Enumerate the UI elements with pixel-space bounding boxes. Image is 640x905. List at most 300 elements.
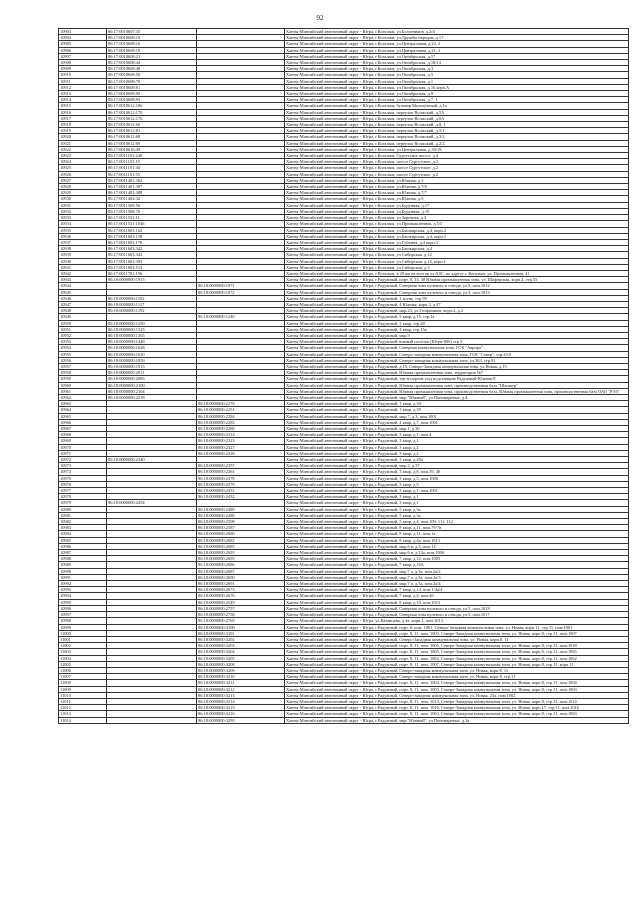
row-number-cell: 10945 bbox=[59, 289, 107, 295]
address-cell: Ханты-Мансийский автономный округ - Югра, г.Когалым, ул.Октябрьская, д.7, 1 bbox=[285, 97, 629, 103]
cadastral-number-cell: 86:17:0011508:56 bbox=[107, 202, 197, 208]
row-number-cell: 10977 bbox=[59, 488, 107, 494]
row-number-cell: 11006 bbox=[59, 667, 107, 673]
address-cell: Ханты-Мансийский автономный округ - Югра, г.Радужный, д.15, Северо-Западная коммунальная зона, ул.Новая, д.15 bbox=[285, 363, 629, 369]
room-cadastral-number-cell: 86:18:0000000:3205 bbox=[197, 655, 285, 661]
address-cell: Ханты-Мансийский автономный округ - Югра, г.Радужный, Северная зона нулевого и отвода, ул.5, пом.1013 bbox=[285, 289, 629, 295]
cadastral-number-cell: 86:18:0000000:1628 bbox=[107, 345, 197, 351]
room-cadastral-number-cell: 86:18:0000000:2757 bbox=[197, 605, 285, 611]
row-number-cell: 11013 bbox=[59, 711, 107, 717]
room-cadastral-number-cell: 86:18:0000000:3215 bbox=[197, 705, 285, 711]
address-cell: Ханты-Мансийский автономный округ - Югра, г.Радужный, 1 квар, д.30 bbox=[285, 401, 629, 407]
row-number-cell: 10948 bbox=[59, 308, 107, 314]
row-number-cell: 10989 bbox=[59, 562, 107, 568]
row-number-cell: 10906 bbox=[59, 47, 107, 53]
cadastral-number-cell: 86:18:0000000:2104 bbox=[107, 388, 197, 394]
row-number-cell: 10955 bbox=[59, 351, 107, 357]
address-cell: Ханты-Мансийский автономный округ - Югра, г.Радужный, 5 квар, д.3а bbox=[285, 512, 629, 518]
address-cell: Ханты-Мансийский автономный округ - Югра, г.Когалым, ул.Губкина, д.4 корп.1 bbox=[285, 239, 629, 245]
cadastral-number-cell: 86:18:0000000:1448 bbox=[107, 339, 197, 345]
address-cell: Ханты-Мансийский автономный округ - Югра, г.Когалым, переулок Волжский, д.3/2 bbox=[285, 134, 629, 140]
address-cell: Ханты-Мансийский автономный округ - Югра, г.Когалым, ул.Башкирская, д.4, корп.1 bbox=[285, 233, 629, 239]
room-cadastral-number-cell: 86:18:0000000:2251 bbox=[197, 407, 285, 413]
row-number-cell: 10974 bbox=[59, 469, 107, 475]
row-number-cell: 10938 bbox=[59, 246, 107, 252]
cadastral-number-cell: 86:17:0011603:162 bbox=[107, 227, 197, 233]
row-number-cell: 10960 bbox=[59, 382, 107, 388]
cadastral-number-cell: 86:17:0011402:32 bbox=[107, 196, 197, 202]
address-cell: Ханты-Мансийский автономный округ - Югра, г.Радужный, Южная промышленная зона, территория №7 bbox=[285, 370, 629, 376]
room-cadastral-number-cell: 86:18:0000000:3203 bbox=[197, 643, 285, 649]
cadastral-number-cell: 86:17:0011701:156 bbox=[107, 270, 197, 276]
address-cell: Ханты-Мансийский автономный округ - Югра, г.Радужный, порт. 8, пом. 1001, Северо-Западная коммунальная зона, ул. Новая, корп.11, стр.11, пом.1001 bbox=[285, 624, 629, 630]
row-number-cell: 10968 bbox=[59, 432, 107, 438]
room-cadastral-number-cell: 86:18:0000000:3202 bbox=[197, 636, 285, 642]
row-number-cell: 10978 bbox=[59, 494, 107, 500]
address-cell: Ханты-Мансийский автономный округ - Югра, г.Когалым, в 20 км на восток от АЗС, по адресу г. Когалым, ул. Промышленная, 41 bbox=[285, 270, 629, 276]
address-cell: Ханты-Мансийский автономный округ - Югра, г.Когалым, ул.Болотников, д.2/4 bbox=[285, 29, 629, 35]
row-number-cell: 10966 bbox=[59, 419, 107, 425]
row-number-cell: 10997 bbox=[59, 612, 107, 618]
row-number-cell: 10949 bbox=[59, 314, 107, 320]
cadastral-number-cell: 86:17:0010612:176 bbox=[107, 115, 197, 121]
cadastral-number-cell: 86:17:0010608:21 bbox=[107, 53, 197, 59]
address-cell: Ханты-Мансийский автономный округ - Югра, г.Когалым, ул.Башкирская, д.4, корп.2 bbox=[285, 227, 629, 233]
address-cell: Ханты-Мансийский автономный округ - Югра, г.Когалым, переулок Волжский, д.8А bbox=[285, 115, 629, 121]
row-number-cell: 10998 bbox=[59, 618, 107, 624]
address-cell: Ханты-Мансийский автономный округ - Югра, г.Радужный, 3 квар, д.28а bbox=[285, 457, 629, 463]
row-number-cell: 10971 bbox=[59, 450, 107, 456]
cadastral-number-cell: 86:17:0010608:16 bbox=[107, 41, 197, 47]
cadastral-number-cell: 86:18:0000000:2218 bbox=[107, 394, 197, 400]
cadastral-number-cell bbox=[107, 717, 197, 723]
address-cell: Ханты-Мансийский автономный округ - Югра, г.Радужный, 7 квар, д.4, пом.4б bbox=[285, 593, 629, 599]
address-cell: Ханты-Мансийский автономный округ - Югра, г.Радужный, 7 квар, д.16А bbox=[285, 562, 629, 568]
cadastral-number-cell: 86:17:0011531:11 bbox=[107, 215, 197, 221]
row-number-cell: 10961 bbox=[59, 388, 107, 394]
address-cell: Ханты-Мансийский автономный округ - Югра, г.Радужный, 8 квар, д.11, пом.7б-7в bbox=[285, 525, 629, 531]
row-number-cell: 10915 bbox=[59, 103, 107, 109]
address-cell: Ханты-Мансийский автономный округ - Югра, г.Когалым, переулок Волжский, д.2/2 bbox=[285, 140, 629, 146]
cadastral-number-cell: 86:17:0010608:50 bbox=[107, 72, 197, 78]
room-cadastral-number-cell: 86:18:0000000:2379 bbox=[197, 481, 285, 487]
row-number-cell: 10969 bbox=[59, 438, 107, 444]
row-number-cell: 10937 bbox=[59, 239, 107, 245]
room-cadastral-number-cell: 86:18:0000000:3213 bbox=[197, 692, 285, 698]
row-number-cell: 10917 bbox=[59, 115, 107, 121]
row-number-cell: 11009 bbox=[59, 686, 107, 692]
address-cell: Ханты-Мансийский автономный округ - Югра, г.Когалым, ул.Южная, д.7/7 bbox=[285, 190, 629, 196]
cadastral-number-cell: 86:18:0000000:1915 bbox=[107, 277, 197, 283]
row-number-cell: 10995 bbox=[59, 599, 107, 605]
row-number-cell: 10904 bbox=[59, 35, 107, 41]
address-cell: Ханты-Мансийский автономный округ - Югра, г.Когалым, переулок Волжский, д.5А bbox=[285, 109, 629, 115]
room-cadastral-number-cell: 86:18:0000000:2361 bbox=[197, 469, 285, 475]
row-number-cell: 10944 bbox=[59, 283, 107, 289]
row-number-cell: 10926 bbox=[59, 171, 107, 177]
address-cell: Ханты-Мансийский автономный округ - Югра, г.Радужный, мкр.7 а, д.3а, пом.2а/3 bbox=[285, 574, 629, 580]
cadastral-number-cell: 86:17:0011603:513 bbox=[107, 264, 197, 270]
cadastral-number-cell: 86:17:0011101:55 bbox=[107, 171, 197, 177]
cadastral-number-cell: 86:17:0011603:343 bbox=[107, 252, 197, 258]
cadastral-number-cell: 86:17:0011401:387 bbox=[107, 184, 197, 190]
row-number-cell: 11001 bbox=[59, 636, 107, 642]
address-cell: Ханты-Мансийский автономный округ - Югра, г.Радужный, 2 квар, стр.28 bbox=[285, 320, 629, 326]
cadastral-number-cell: 86:17:0010608:81 bbox=[107, 84, 197, 90]
address-cell: Ханты-Мансийский автономный округ - Югра, г.Радужный, Северо-западная коммунальная зона, ул.363, стр.91 bbox=[285, 357, 629, 363]
room-cadastral-number-cell: 86:18:0000000:3204 bbox=[197, 649, 285, 655]
cadastral-number-cell: 86:18:0000000:1102 bbox=[107, 295, 197, 301]
row-number-cell: 10983 bbox=[59, 525, 107, 531]
register-rows bbox=[59, 29, 629, 724]
row-number-cell: 10950 bbox=[59, 320, 107, 326]
address-cell: Ханты-Мансийский автономный округ - Югра, г.Когалым, ул.Бурунная, д.19 bbox=[285, 208, 629, 214]
address-cell: Ханты-Мансийский автономный округ - Югра, г.Когалым, ул.Октябрьская, д.1 bbox=[285, 78, 629, 84]
address-cell: Ханты-Мансийский автономный округ - Югра, г.Когалым, ул.Сибирская, д.12 bbox=[285, 252, 629, 258]
address-cell: Ханты-Мансийский автономный округ - Югра, г.Радужный, мкр.7, д.3, пом.1001 bbox=[285, 413, 629, 419]
cadastral-number-cell: 86:17:0010612:68 bbox=[107, 134, 197, 140]
room-cadastral-number-cell: 86:18:0000000:1240 bbox=[197, 314, 285, 320]
cadastral-number-cell: 86:17:0010612:81 bbox=[107, 128, 197, 134]
address-cell: Ханты-Мансийский автономный округ - Югра, г.Когалым, бульвар Молодёжный, д.1а bbox=[285, 103, 629, 109]
room-cadastral-number-cell: 86:18:0000000:2682 bbox=[197, 537, 285, 543]
room-cadastral-number-cell: 86:18:0000000:1071 bbox=[197, 283, 285, 289]
row-number-cell: 10933 bbox=[59, 215, 107, 221]
address-cell: Ханты-Мансийский автономный округ - Югра, г.Радужный, мкр.6 в, д.3, пом.14 bbox=[285, 543, 629, 549]
room-cadastral-number-cell: 86:18:0000000:2328 bbox=[197, 450, 285, 456]
row-number-cell: 10914 bbox=[59, 97, 107, 103]
row-number-cell: 10943 bbox=[59, 277, 107, 283]
room-cadastral-number-cell: 86:18:0000000:3210 bbox=[197, 674, 285, 680]
cadastral-number-cell: 86:18:0000000:2100 bbox=[107, 382, 197, 388]
address-cell: Ханты-Мансийский автономный округ - Югра, г.Радужный, порт. 8, 11, пом. 1014, Северо-Западная коммунальная зона, ул. Новая, корп.8, стр.11, пом.1014 bbox=[285, 698, 629, 704]
row-number-cell: 10907 bbox=[59, 53, 107, 59]
row-number-cell: 10973 bbox=[59, 463, 107, 469]
address-cell: Ханты-Мансийский автономный округ - Югра, г.Когалым, ул.Октябрьская, д.9 bbox=[285, 91, 629, 97]
address-cell: Ханты-Мансийский автономный округ - Югра, г.Радужный, 3 квар, д.1 bbox=[285, 494, 629, 500]
address-cell: Ханты-Мансийский автономный округ - Югра, г.Когалым, ул.Центральная, д.30/19 bbox=[285, 146, 629, 152]
row-number-cell: 11011 bbox=[59, 698, 107, 704]
register-table bbox=[58, 28, 629, 724]
address-cell: Ханты-Мансийский автономный округ - Югра, г.Радужный, 1 квар, д.39 bbox=[285, 407, 629, 413]
address-cell: Ханты-Мансийский автономный округ - Югра, г.Радужный, мкр.6 в, д.14а, пом.1006 bbox=[285, 550, 629, 556]
room-cadastral-number-cell: 86:18:0000000:2676 bbox=[197, 593, 285, 599]
address-cell: Ханты-Мансийский автономный округ - Югра, г.Радужный, порт. 8, 11, пом. 1003, Северо-Западная коммунальная зона, ул. Новая, корп.8, стр.11, пом.1003 bbox=[285, 686, 629, 692]
address-cell: Ханты-Мансийский автономный округ - Югра, г.Радужный, мкр.23, ул.Геофизиков, корп.2, д.2 bbox=[285, 308, 629, 314]
address-cell: Ханты-Мансийский автономный округ - Югра, г.Радужный, Северо-западная коммунальная зона, ул. Новая, корп.8, стр.11 bbox=[285, 674, 629, 680]
address-cell: Ханты-Мансийский автономный округ - Югра, г.Когалым, ул.Сибирская, д.3 bbox=[285, 264, 629, 270]
row-number-cell: 11005 bbox=[59, 661, 107, 667]
address-cell: Ханты-Мансийский автономный округ - Югра, г.Радужный, 4 квар, д.7, пом.1001 bbox=[285, 419, 629, 425]
room-cadastral-number-cell: 86:18:0000000:3209 bbox=[197, 667, 285, 673]
row-number-cell: 10947 bbox=[59, 301, 107, 307]
cadastral-number-cell: 86:18:0000000:1859 bbox=[107, 357, 197, 363]
room-cadastral-number-cell: 86:18:0000000:3211 bbox=[197, 680, 285, 686]
cadastral-number-cell: 86:18:0000000:2340 bbox=[107, 457, 197, 463]
address-cell: Ханты-Мансийский автономный округ - Югра, г.Радужный, тер-н.портов, под подстанцию Радужный-Южная-8 bbox=[285, 376, 629, 382]
cadastral-number-cell: 86:17:0010608:48 bbox=[107, 66, 197, 72]
address-cell: Ханты-Мансийский автономный округ - Югра, г.Когалым, ул.Дружбы народов, д.17 bbox=[285, 35, 629, 41]
room-cadastral-number-cell: 86:18:0000000:2765 bbox=[197, 618, 285, 624]
cadastral-number-cell: 86:17:0011603:158 bbox=[107, 233, 197, 239]
room-cadastral-number-cell: 86:18:0000000:2673 bbox=[197, 587, 285, 593]
address-cell: Ханты-Мансийский автономный округ - Югра, г.Радужный, порт. 8, 11, пом. 1003, Северо-Западная коммунальная зона, ул. Новая, корп.8, стр.11, пом.1007 bbox=[285, 630, 629, 636]
row-number-cell: 10919 bbox=[59, 128, 107, 134]
row-number-cell: 11003 bbox=[59, 649, 107, 655]
cadastral-number-cell: 86:17:0010612:170 bbox=[107, 109, 197, 115]
room-cadastral-number-cell: 86:18:0000000:1072 bbox=[197, 289, 285, 295]
row-number-cell: 10903 bbox=[59, 29, 107, 35]
address-cell: Ханты-Мансийский автономный округ - Югра, г.Радужный, мкр."Южный", ул.Пономаревых, д.2а bbox=[285, 717, 629, 723]
address-cell: Ханты-Мансийский автономный округ - Югра, г.Когалым, ул.Сибирская, д.14, корп.1 bbox=[285, 258, 629, 264]
row-number-cell: 11014 bbox=[59, 717, 107, 723]
row-number-cell: 10963 bbox=[59, 401, 107, 407]
row-number-cell: 10988 bbox=[59, 556, 107, 562]
cadastral-number-cell: 86:17:0011508:70 bbox=[107, 208, 197, 214]
row-number-cell: 10970 bbox=[59, 444, 107, 450]
address-cell: Ханты-Мансийский автономный округ - Югра, г.Когалым, ул.Южная, д.9 bbox=[285, 196, 629, 202]
address-cell: Ханты-Мансийский автономный округ - Югра, г.Радужный, порт. 8, 11, пом. 1007, Северо-Западная коммунальная зона, ул. Новая, корп.8, стр.11, корп.11 bbox=[285, 661, 629, 667]
address-cell: Ханты-Мансийский автономный округ - Югра, г.Радужный, порт. 8, ЗЗ, 30 Южная промышленная зона, ул. Шоферская, корп.4, стр.55 bbox=[285, 277, 629, 283]
cadastral-number-cell: 86:17:0011101:30 bbox=[107, 165, 197, 171]
room-cadastral-number-cell: 86:18:0000000:2278 bbox=[197, 401, 285, 407]
row-number-cell: 10976 bbox=[59, 481, 107, 487]
table-row bbox=[59, 717, 629, 723]
cadastral-number-cell: 86:18:0000000:1913 bbox=[107, 363, 197, 369]
address-cell: Ханты-Мансийский автономный округ - Югра, г.Когалым, шоссе Сургутское, д.2 bbox=[285, 171, 629, 177]
row-number-cell: 10905 bbox=[59, 41, 107, 47]
row-number-cell: 10930 bbox=[59, 196, 107, 202]
address-cell: Ханты-Мансийский автономный округ - Югра, г.Когалым, ул.Промышленная, д.5/5 bbox=[285, 221, 629, 227]
cadastral-number-cell: 86:18:0000000:2454 bbox=[107, 500, 197, 506]
cadastral-number-cell: 86:18:0000000:1117 bbox=[107, 301, 197, 307]
room-cadastral-number-cell: 86:18:0000000:2284 bbox=[197, 413, 285, 419]
address-cell: Ханты-Мансийский автономный округ - Югра, г.Радужный, Южная промышленная зона, производственная база "Шапшер" bbox=[285, 382, 629, 388]
room-cadastral-number-cell: 86:18:0000000:2488 bbox=[197, 512, 285, 518]
row-number-cell: 10951 bbox=[59, 326, 107, 332]
row-number-cell: 10964 bbox=[59, 407, 107, 413]
address-cell: Ханты-Мансийский автономный округ - Югра, г.Радужный, 8 квар, д.10, пом.1013 bbox=[285, 599, 629, 605]
address-cell: Ханты-Мансийский автономный округ - Югра, г.Радужный, 5 квар, д.15, стр.1а bbox=[285, 314, 629, 320]
room-cadastral-number-cell: 86:18:0000000:2695 bbox=[197, 556, 285, 562]
row-number-cell: 10910 bbox=[59, 72, 107, 78]
row-number-cell: 10941 bbox=[59, 264, 107, 270]
room-cadastral-number-cell: 86:18:0000000:3208 bbox=[197, 661, 285, 667]
cadastral-number-cell: 86:17:0010616:49 bbox=[107, 146, 197, 152]
row-number-cell: 10990 bbox=[59, 568, 107, 574]
row-number-cell: 10954 bbox=[59, 345, 107, 351]
address-cell: Ханты-Мансийский автономный округ - Югра, г.Радужный, 7 квар, д.12, пом.1005 bbox=[285, 556, 629, 562]
row-number-cell: 11004 bbox=[59, 655, 107, 661]
address-cell: Ханты-Мансийский автономный округ - Югра, г.Радужный, 3 квар, д.8, пом.39, 40 bbox=[285, 469, 629, 475]
room-cadastral-number-cell: 86:18:0000000:2288 bbox=[197, 426, 285, 432]
address-cell: Ханты-Мансийский автономный округ - Югра, г.Радужный, 3 квар, д.5, пом.1006 bbox=[285, 475, 629, 481]
room-cadastral-number-cell: 86:18:0000000:2685 bbox=[197, 543, 285, 549]
address-cell: Ханты-Мансийский автономный округ - Югра, г.Когалым, ул.Октябрьская, д.18/14 bbox=[285, 60, 629, 66]
address-cell: Ханты-Мансийский автономный округ - Югра, г.Радужный, 3 квар, д.1, пом.4 bbox=[285, 432, 629, 438]
cadastral-number-cell: 86:17:0011401:362 bbox=[107, 177, 197, 183]
address-cell: Ханты-Мансийский автономный округ - Югра, г.Радужный, 3 квар, д.1, пом.1001 bbox=[285, 488, 629, 494]
room-cadastral-number-cell: 86:18:0000000:2758 bbox=[197, 612, 285, 618]
row-number-cell: 10975 bbox=[59, 475, 107, 481]
row-number-cell: 10982 bbox=[59, 519, 107, 525]
room-cadastral-number-cell: 86:18:0000000:2508 bbox=[197, 519, 285, 525]
address-cell: Ханты-Мансийский автономный округ - Югра, г.Радужный, 1 ясень, стр.59 bbox=[285, 295, 629, 301]
address-cell: Ханты-Мансийский автономный округ - Югра, г.Когалым, ул.Октябрьская, д.3 bbox=[285, 66, 629, 72]
row-number-cell: 10942 bbox=[59, 270, 107, 276]
room-cadastral-number-cell: 86:18:0000000:2432 bbox=[197, 494, 285, 500]
address-cell: Ханты-Мансийский автономный округ - Югра, г.Когалым, ул.Центральная, д.22, 2 bbox=[285, 41, 629, 47]
address-cell: Ханты-Мансийский автономный округ - Югра, г.Радужный, мкр.9 bbox=[285, 332, 629, 338]
row-number-cell: 10932 bbox=[59, 208, 107, 214]
room-cadastral-number-cell: 86:18:0000000:2378 bbox=[197, 475, 285, 481]
address-cell: Ханты-Мансийский автономный округ - Югра, г.Радужный, 7 квар, д.14, пом.1/4а/4 bbox=[285, 587, 629, 593]
row-number-cell: 10908 bbox=[59, 60, 107, 66]
row-number-cell: 10999 bbox=[59, 624, 107, 630]
address-cell: Ханты-Мансийский автономный округ - Югра, г.Радужный, 3 квар, д.2 bbox=[285, 450, 629, 456]
row-number-cell: 11012 bbox=[59, 705, 107, 711]
row-number-cell: 11008 bbox=[59, 680, 107, 686]
cadastral-number-cell: 86:17:0010607:35 bbox=[107, 29, 197, 35]
cadastral-number-cell: 86:17:0010608:44 bbox=[107, 60, 197, 66]
address-cell: Ханты-Мансийский автономный округ - Югра, г.Радужный, порт. 8, 11, пом. 1005, Северо-Западная коммунальная зона, ул. Новая, корп.8, стр.11, пом.1018 bbox=[285, 643, 629, 649]
address-cell: Ханты-Мансийский автономный округ - Югра, г.Радужный, мкр.2, д.37 bbox=[285, 463, 629, 469]
row-number-cell: 10967 bbox=[59, 426, 107, 432]
address-cell: Ханты-Мансийский автономный округ - Югра, г.Когалым, ул.Центральная, д.21, 2 bbox=[285, 47, 629, 53]
room-cadastral-number-cell: 86:18:0000000:2680 bbox=[197, 531, 285, 537]
address-cell: Ханты-Мансийский автономный округ - Югра, г.Радужный, Южная промышленная зона, производственная база, Южная промышленная зона, производственная база ОАО "РЭЗ" bbox=[285, 388, 629, 394]
address-cell: Ханты-Мансийский автономный округ - Югра, г.Радужный, 3 квар, д.5 bbox=[285, 481, 629, 487]
address-cell: Ханты-Мансийский автономный округ - Югра, г.Радужный, Северо-западная коммунальная зона, ул. Новая, 23а, пом.1002 bbox=[285, 692, 629, 698]
cadastral-number-cell: 86:17:0011603:342 bbox=[107, 246, 197, 252]
room-cadastral-number-cell: 86:18:0000000:2314 bbox=[197, 432, 285, 438]
row-number-cell: 10962 bbox=[59, 394, 107, 400]
row-number-cell: 10916 bbox=[59, 109, 107, 115]
room-cadastral-number-cell: 86:18:0000000:3212 bbox=[197, 686, 285, 692]
row-number-cell: 10993 bbox=[59, 587, 107, 593]
address-cell: Ханты-Мансийский автономный округ - Югра, г.Когалым, ул.Октябрьская, д.5 bbox=[285, 72, 629, 78]
row-number-cell: 11000 bbox=[59, 630, 107, 636]
cadastral-number-cell: 86:18:0000000:1325 bbox=[107, 326, 197, 332]
row-number-cell: 10934 bbox=[59, 221, 107, 227]
row-number-cell: 10979 bbox=[59, 500, 107, 506]
address-cell: Ханты-Мансийский автономный округ - Югра, г.Когалым, Сургутское шоссе, д.4 bbox=[285, 153, 629, 159]
row-number-cell: 10936 bbox=[59, 233, 107, 239]
room-cadastral-number-cell: 86:18:0000000:2686 bbox=[197, 562, 285, 568]
row-number-cell: 10931 bbox=[59, 202, 107, 208]
room-cadastral-number-cell: 86:18:0000000:3100 bbox=[197, 624, 285, 630]
address-cell: Ханты-Мансийский автономный округ - Югра, ул.Казанцева, д.4а, корп.1, пом.1013 bbox=[285, 618, 629, 624]
row-number-cell: 10913 bbox=[59, 91, 107, 97]
cadastral-number-cell: 86:17:0011603:178 bbox=[107, 239, 197, 245]
room-cadastral-number-cell: 86:18:0000000:2687 bbox=[197, 568, 285, 574]
row-number-cell: 10981 bbox=[59, 512, 107, 518]
cadastral-number-cell: 86:17:0010608:90 bbox=[107, 91, 197, 97]
address-cell: Ханты-Мансийский автономный округ - Югра, г.Когалым, ул.Октябрьская, д.17 bbox=[285, 53, 629, 59]
row-number-cell: 10991 bbox=[59, 574, 107, 580]
address-cell: Ханты-Мансийский автономный округ - Югра, г.Радужный, порт. 8, 11, пом. 1016, Северо-Западная коммунальная зона, ул. Новая, корп.17, стр.11, пом.1016 bbox=[285, 705, 629, 711]
address-cell: Ханты-Мансийский автономный округ - Югра, г.Радужный, порт. 8, 11, пом. 1065, Северо-Западная коммунальная зона, ул. Новая, корп.6, стр.11, пом.1065 bbox=[285, 649, 629, 655]
address-cell: Ханты-Мансийский автономный округ - Югра, г.Радужный, 3 квар, д.1 bbox=[285, 438, 629, 444]
row-number-cell: 10953 bbox=[59, 339, 107, 345]
row-number-cell: 10922 bbox=[59, 146, 107, 152]
row-number-cell: 11002 bbox=[59, 643, 107, 649]
row-number-cell: 10985 bbox=[59, 537, 107, 543]
address-cell: Ханты-Мансийский автономный округ - Югра, г.Радужный, порт. 8, 11, пом. 1063, Северо-Западная коммунальная зона, ул. Новая, корп.8, стр.11, пом.1063 bbox=[285, 711, 629, 717]
row-number-cell: 10927 bbox=[59, 177, 107, 183]
row-number-cell: 10912 bbox=[59, 84, 107, 90]
row-number-cell: 10928 bbox=[59, 184, 107, 190]
address-cell: Ханты-Мансийский автономный округ - Югра, г.Радужный, Северо-западная коммунальная зона, ул. Новая, корп.8, 11 bbox=[285, 667, 629, 673]
address-cell: Ханты-Мансийский автономный округ - Югра, г.Когалым, ул.Октябрьская, д.16 корп.А bbox=[285, 84, 629, 90]
room-cadastral-number-cell: 86:18:0000000:2549 bbox=[197, 599, 285, 605]
address-cell: Ханты-Мансийский автономный округ - Югра, г.Радужный, 5 квар, д.4, пом.109, 111, 112 bbox=[285, 519, 629, 525]
address-cell: Ханты-Мансийский автономный округ - Югра, г.Радужный, Северная зона нулевого и отвода, ул.5, пом.1012 bbox=[285, 283, 629, 289]
address-cell: Ханты-Мансийский автономный округ - Югра, г.Радужный, Северная зона нулевого и отвода, ул.5, пом.1017 bbox=[285, 612, 629, 618]
row-number-cell: 10909 bbox=[59, 66, 107, 72]
row-number-cell: 10986 bbox=[59, 543, 107, 549]
address-cell: Ханты-Мансийский автономный округ - Югра, г.Радужный, Северная зона нулевого и отвода, ул.5, пом.1018 bbox=[285, 605, 629, 611]
room-cadastral-number-cell: 86:18:0000000:2357 bbox=[197, 463, 285, 469]
address-cell: Ханты-Мансийский автономный округ - Югра, г.Когалым, переулок Волжский, д.8, 1 bbox=[285, 122, 629, 128]
row-number-cell: 10920 bbox=[59, 134, 107, 140]
row-number-cell: 10946 bbox=[59, 295, 107, 301]
address-cell: Ханты-Мансийский автономный округ - Югра, г.Радужный, 5 квар, д.3а bbox=[285, 506, 629, 512]
address-cell: Ханты-Мансийский автономный округ - Югра, г.Когалым, ул.Южная, д.3 bbox=[285, 177, 629, 183]
address-cell: Ханты-Мансийский автономный округ - Югра, г.Радужный, порт. 8, 11, пом. 1004, Северо-Западная коммунальная зона, ул. Новая, корп.8, стр.11, пом.1004 bbox=[285, 680, 629, 686]
room-cadastral-number-cell: 86:18:0000000:2327 bbox=[197, 444, 285, 450]
row-number-cell: 10923 bbox=[59, 153, 107, 159]
cadastral-number-cell: 86:17:0011101:19 bbox=[107, 159, 197, 165]
row-number-cell: 10952 bbox=[59, 332, 107, 338]
row-number-cell: 10996 bbox=[59, 605, 107, 611]
address-cell: Ханты-Мансийский автономный округ - Югра, г.Радужный, мкр.1, д.30 bbox=[285, 426, 629, 432]
room-cadastral-number-cell: 86:18:0000000:2690 bbox=[197, 574, 285, 580]
row-number-cell: 10925 bbox=[59, 165, 107, 171]
row-number-cell: 10980 bbox=[59, 506, 107, 512]
cadastral-number-cell: 86:17:0010612:69 bbox=[107, 140, 197, 146]
row-number-cell: 10918 bbox=[59, 122, 107, 128]
cadastral-number-cell: 86:18:0000000:1250 bbox=[107, 320, 197, 326]
address-cell: Ханты-Мансийский автономный округ - Югра, г.Радужный, мкр."Южный", ул.Пономаревых, д.4 bbox=[285, 394, 629, 400]
cadastral-number-cell: 86:18:0000000:1365 bbox=[107, 332, 197, 338]
room-cadastral-number-cell: 86:18:0000000:2431 bbox=[197, 488, 285, 494]
address-cell: Ханты-Мансийский автономный округ - Югра, г.Когалым, ул.Башкирская, д.4 bbox=[285, 246, 629, 252]
cadastral-number-cell: 86:17:0010608:93 bbox=[107, 97, 197, 103]
cadastral-number-cell: 86:17:0011531:1046 bbox=[107, 221, 197, 227]
page-number: 92 bbox=[316, 14, 324, 22]
cadastral-number-cell: 86:18:0000000:2083 bbox=[107, 376, 197, 382]
address-cell: Ханты-Мансийский автономный округ - Югра, г.Когалым, переулок Волжский, д.5/1 bbox=[285, 128, 629, 134]
room-cadastral-number-cell: 86:18:0000000:3101 bbox=[197, 630, 285, 636]
row-number-cell: 10921 bbox=[59, 140, 107, 146]
address-cell: Ханты-Мансийский автономный округ - Югра, г.Радужный, Северная коммунальная зона, ГСК "Аврора" bbox=[285, 345, 629, 351]
table-row bbox=[59, 388, 629, 394]
row-number-cell: 10984 bbox=[59, 531, 107, 537]
address-cell: Ханты-Мансийский автономный округ - Югра, г.Радужный, 3 квар, д.2 bbox=[285, 444, 629, 450]
address-cell: Ханты-Мансийский автономный округ - Югра, г.Радужный, 4 квар, стр.15а bbox=[285, 326, 629, 332]
row-number-cell: 10987 bbox=[59, 550, 107, 556]
row-number-cell: 10924 bbox=[59, 159, 107, 165]
cadastral-number-cell: 86:17:0010612:60 bbox=[107, 122, 197, 128]
room-cadastral-number-cell: 86:18:0000000:2323 bbox=[197, 438, 285, 444]
address-cell: Ханты-Мансийский автономный округ - Югра, г.Когалым, ул.Заречная, д.3 bbox=[285, 215, 629, 221]
room-cadastral-number-cell: 86:18:0000000:2285 bbox=[197, 419, 285, 425]
room-cadastral-number-cell: 86:18:0000000:3214 bbox=[197, 698, 285, 704]
row-number-cell: 10935 bbox=[59, 227, 107, 233]
room-cadastral-number-cell: 86:18:0000000:2587 bbox=[197, 525, 285, 531]
row-number-cell: 10956 bbox=[59, 357, 107, 363]
